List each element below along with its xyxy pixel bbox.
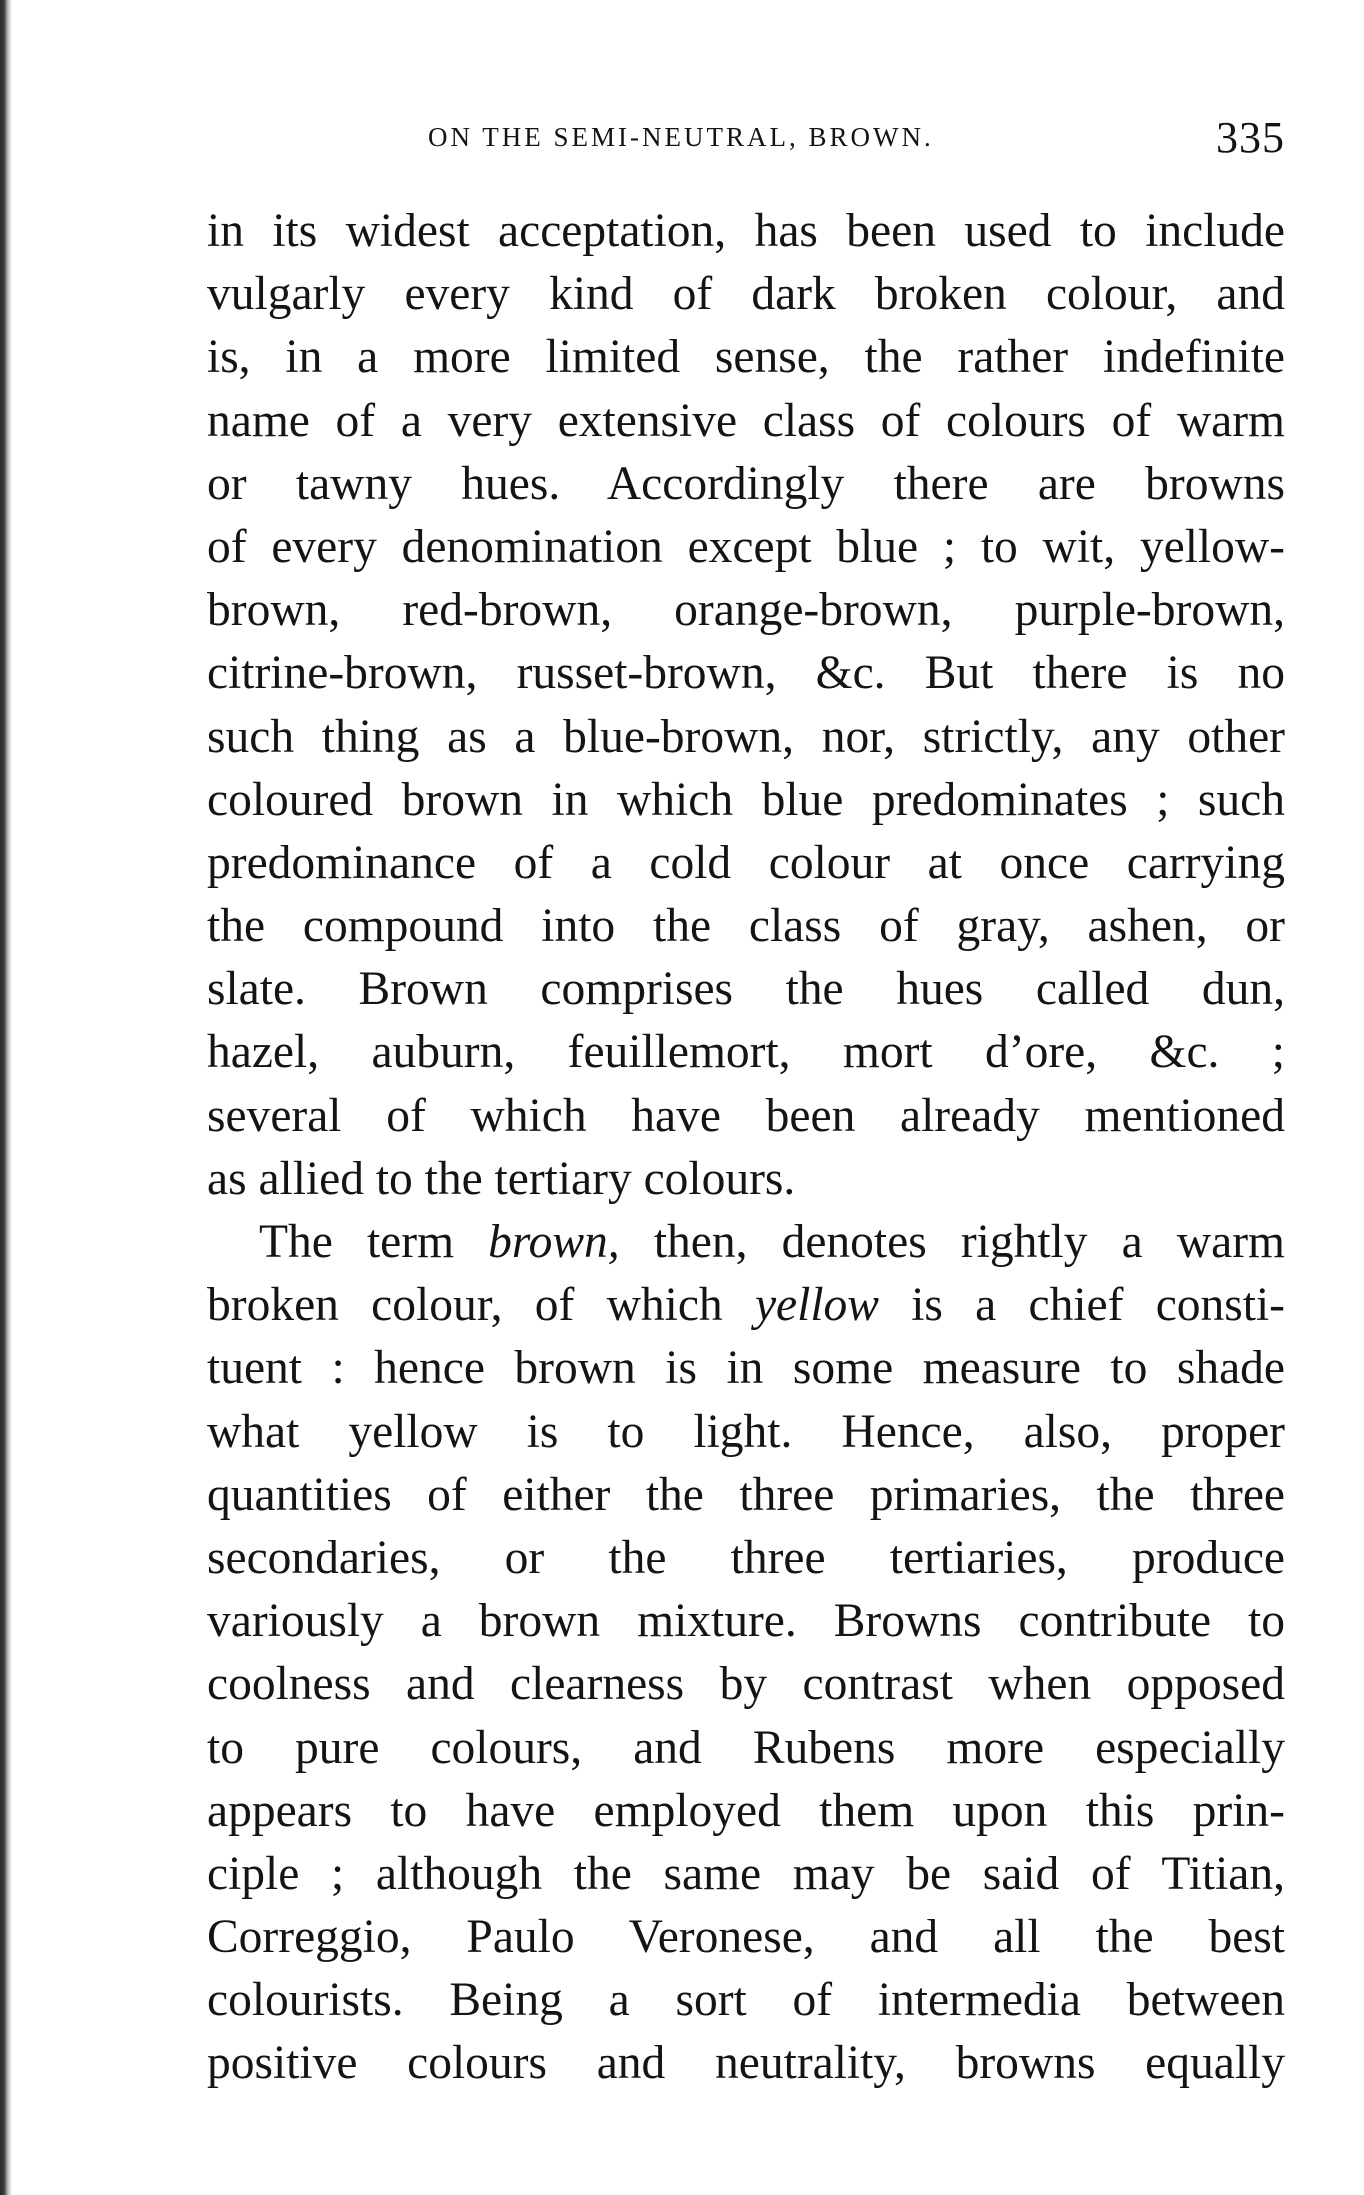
text-line: brown, red-brown, orange-brown, purple-brown, xyxy=(207,584,1285,637)
italic-term: yellow xyxy=(754,1279,879,1332)
text-line: coolness and clearness by contrast when opposed xyxy=(207,1658,1285,1711)
text-line: predominance of a cold colour at once carrying xyxy=(207,836,1285,889)
text-line: Correggio, Paulo Veronese, and all the best xyxy=(207,1911,1285,1964)
page-gutter-shadow xyxy=(0,0,12,2195)
text-line: to pure colours, and Rubens more especially xyxy=(207,1721,1285,1774)
text-line xyxy=(207,1274,1285,1337)
text-segment: is a chief consti- xyxy=(878,1279,1285,1332)
text-line: variously a brown mixture. Browns contribute to xyxy=(207,1595,1285,1648)
paragraph-2 xyxy=(207,1211,1285,2096)
text-line xyxy=(207,1211,1285,1274)
italic-term: brown, xyxy=(488,1216,620,1268)
text-line: vulgarly every kind of dark broken colour, and xyxy=(207,268,1285,321)
text-segment: The term xyxy=(259,1216,489,1268)
page-header xyxy=(205,112,1285,162)
text-line: quantities of either the three primaries, the three xyxy=(207,1468,1285,1521)
text-line: name of a very extensive class of colours of warm xyxy=(207,394,1285,447)
text-line: secondaries, or the three tertiaries, produce xyxy=(207,1531,1285,1584)
text-line: such thing as a blue-brown, nor, strictly, any other xyxy=(207,710,1285,763)
text-line: coloured brown in which blue predominates ; such xyxy=(207,773,1285,826)
text-line: several of which have been already mentioned xyxy=(207,1089,1285,1142)
text-line: or tawny hues. Accordingly there are browns xyxy=(207,457,1285,510)
text-line: of every denomination except blue ; to wit, yellow- xyxy=(207,520,1285,573)
text-line: in its widest acceptation, has been used to include xyxy=(207,205,1285,257)
body-text xyxy=(207,200,1285,2096)
text-line: appears to have employed them upon this prin- xyxy=(207,1784,1285,1837)
text-line: citrine-brown, russet-brown, &c. But there is no xyxy=(207,647,1285,700)
page-number: 335 xyxy=(1216,113,1285,162)
text-line: colourists. Being a sort of intermedia between xyxy=(207,1974,1285,2027)
text-line: as allied to the tertiary colours. xyxy=(207,1152,796,1205)
paragraph-1 xyxy=(207,200,1285,1211)
text-line: tuent : hence brown is in some measure to shade xyxy=(207,1342,1285,1395)
text-line: ciple ; although the same may be said of Titian, xyxy=(207,1847,1285,1900)
text-line: is, in a more limited sense, the rather indefinite xyxy=(207,331,1285,384)
text-line: positive colours and neutrality, browns equally xyxy=(207,2037,1285,2090)
text-line: slate. Brown comprises the hues called dun, xyxy=(207,963,1285,1016)
text-segment: then, denotes rightly a warm xyxy=(619,1216,1285,1268)
text-line: the compound into the class of gray, ashen, or xyxy=(207,900,1285,953)
running-head: ON THE SEMI-NEUTRAL, BROWN. xyxy=(428,122,934,152)
text-line: hazel, auburn, feuillemort, mort d’ore, &c. ; xyxy=(207,1026,1285,1079)
text-line: what yellow is to light. Hence, also, proper xyxy=(207,1405,1285,1458)
text-segment: broken colour, of which xyxy=(207,1279,755,1332)
